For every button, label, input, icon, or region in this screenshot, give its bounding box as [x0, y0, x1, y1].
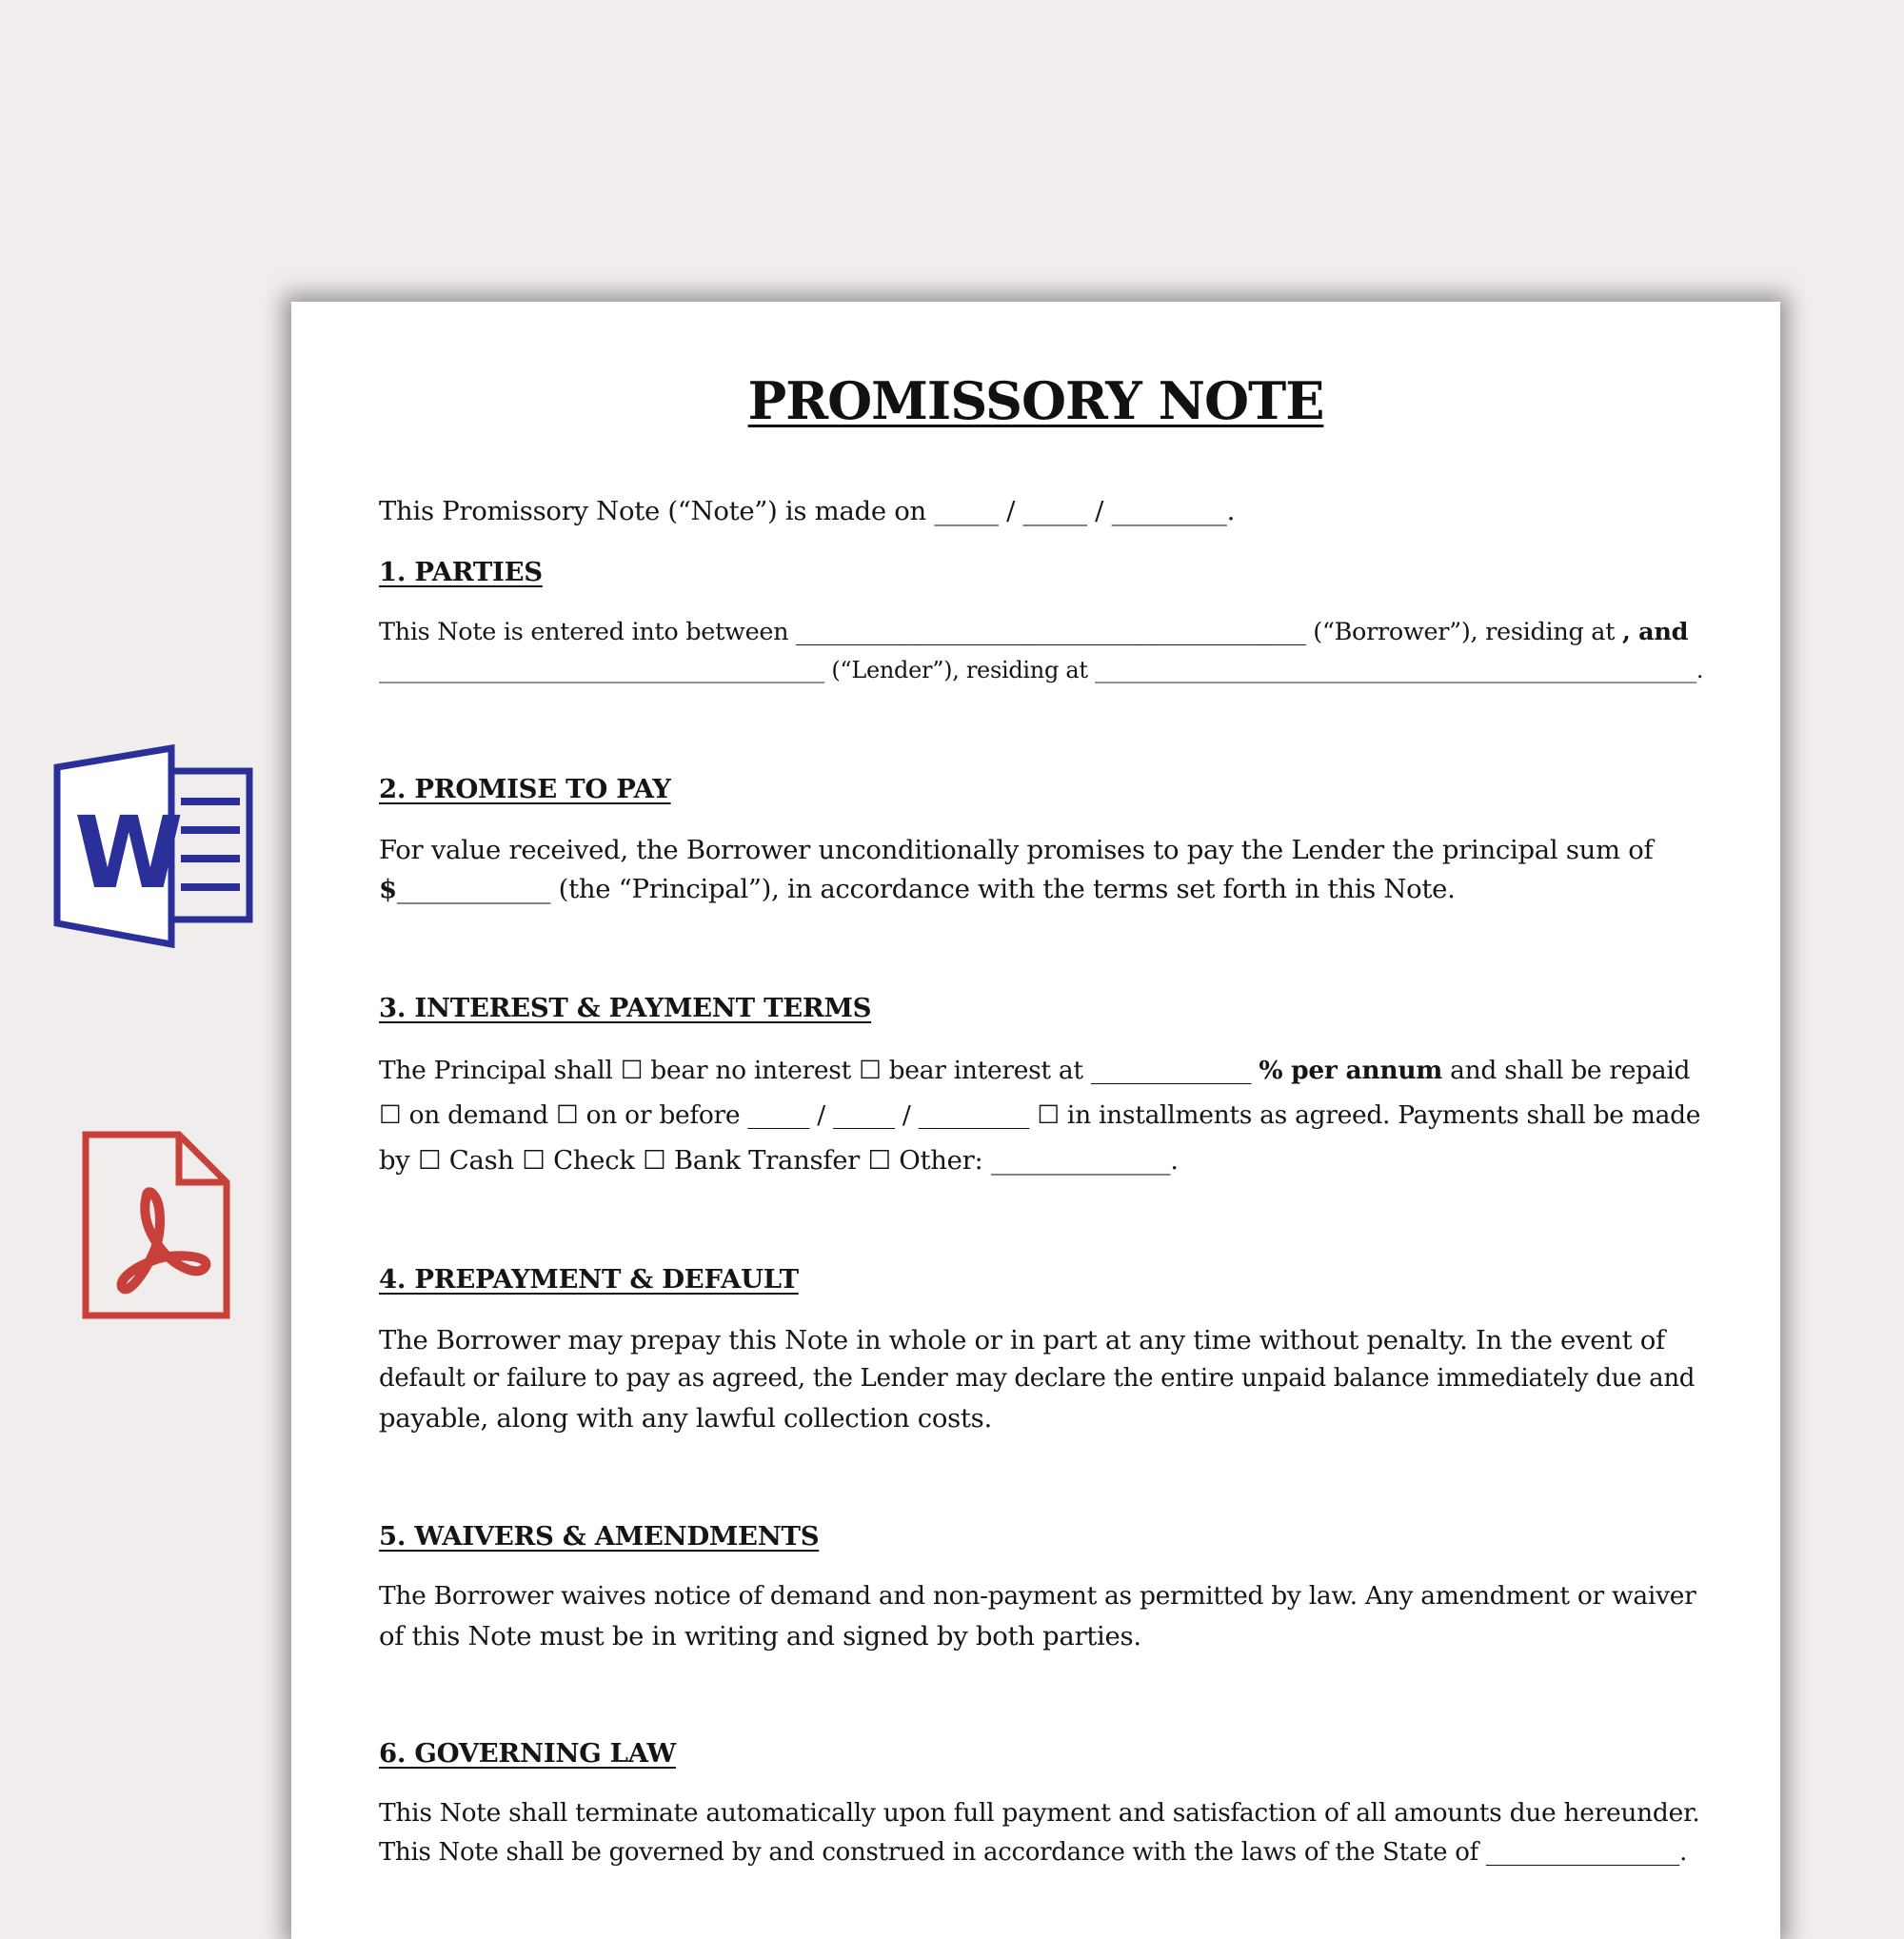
svg-text:W: W	[74, 795, 184, 911]
promise-line-2	[379, 874, 1456, 904]
section-heading-prepayment: 4. PREPAYMENT & DEFAULT	[379, 1264, 799, 1295]
document-page	[291, 302, 1780, 1939]
prepayment-line-3: payable, along with any lawful collection costs.	[379, 1403, 992, 1434]
waivers-line-1: The Borrower waives notice of demand and non-payment as permitted by law. Any amendment or waiver	[379, 1581, 1696, 1611]
promise-line-1: For value received, the Borrower unconditionally promises to pay the Lender the principal sum of	[379, 835, 1654, 865]
interest-line-1-b: and shall be repaid	[1442, 1056, 1691, 1085]
governing-line-2: This Note shall be governed by and construed in accordance with the laws of the State of ________________.	[379, 1838, 1688, 1867]
prepayment-line-1: The Borrower may prepay this Note in whole or in part at any time without penalty. In the event of	[379, 1325, 1665, 1355]
interest-line-1-a: The Principal shall ☐ bear no interest ☐ bear interest at _____________	[379, 1056, 1259, 1085]
pdf-icon	[80, 1131, 232, 1319]
dollar-sign: $	[379, 874, 397, 904]
waivers-line-2: of this Note must be in writing and signed by both parties.	[379, 1621, 1141, 1652]
document-title: PROMISSORY NOTE	[747, 370, 1324, 431]
promise-line-2-text: ____________ (the “Principal”), in accordance with the terms set forth in this Note.	[396, 874, 1456, 904]
interest-line-1-bold: % per annum	[1259, 1056, 1443, 1085]
section-heading-promise: 2. PROMISE TO PAY	[379, 774, 671, 804]
interest-line-3: by ☐ Cash ☐ Check ☐ Bank Transfer ☐ Other: ______________.	[379, 1145, 1179, 1176]
interest-line-1	[379, 1056, 1690, 1085]
prepayment-line-2: default or failure to pay as agreed, the Lender may declare the entire unpaid balance immediately due and	[379, 1364, 1696, 1393]
section-heading-waivers: 5. WAIVERS & AMENDMENTS	[379, 1521, 820, 1552]
section-heading-interest: 3. INTEREST & PAYMENT TERMS	[379, 993, 872, 1023]
parties-line-1-bold: , and	[1621, 618, 1689, 646]
parties-line-2: ________________________________________ (“Lender”), residing at ______________________________________________________.	[379, 657, 1704, 683]
word-icon	[53, 744, 255, 948]
parties-line-1	[379, 618, 1688, 646]
intro-line: This Promissory Note (“Note”) is made on _____ / _____ / _________.	[379, 496, 1236, 526]
section-heading-governing-law: 6. GOVERNING LAW	[379, 1738, 676, 1769]
interest-line-2: ☐ on demand ☐ on or before _____ / _____ / _________ ☐ in installments as agreed. Payments shall be made	[379, 1100, 1701, 1130]
section-heading-parties: 1. PARTIES	[379, 557, 543, 587]
parties-line-1-text: This Note is entered into between ___________________________________________ (“Borrower”), residing at	[379, 618, 1622, 646]
governing-line-1: This Note shall terminate automatically upon full payment and satisfaction of all amounts due hereunder.	[379, 1798, 1700, 1828]
